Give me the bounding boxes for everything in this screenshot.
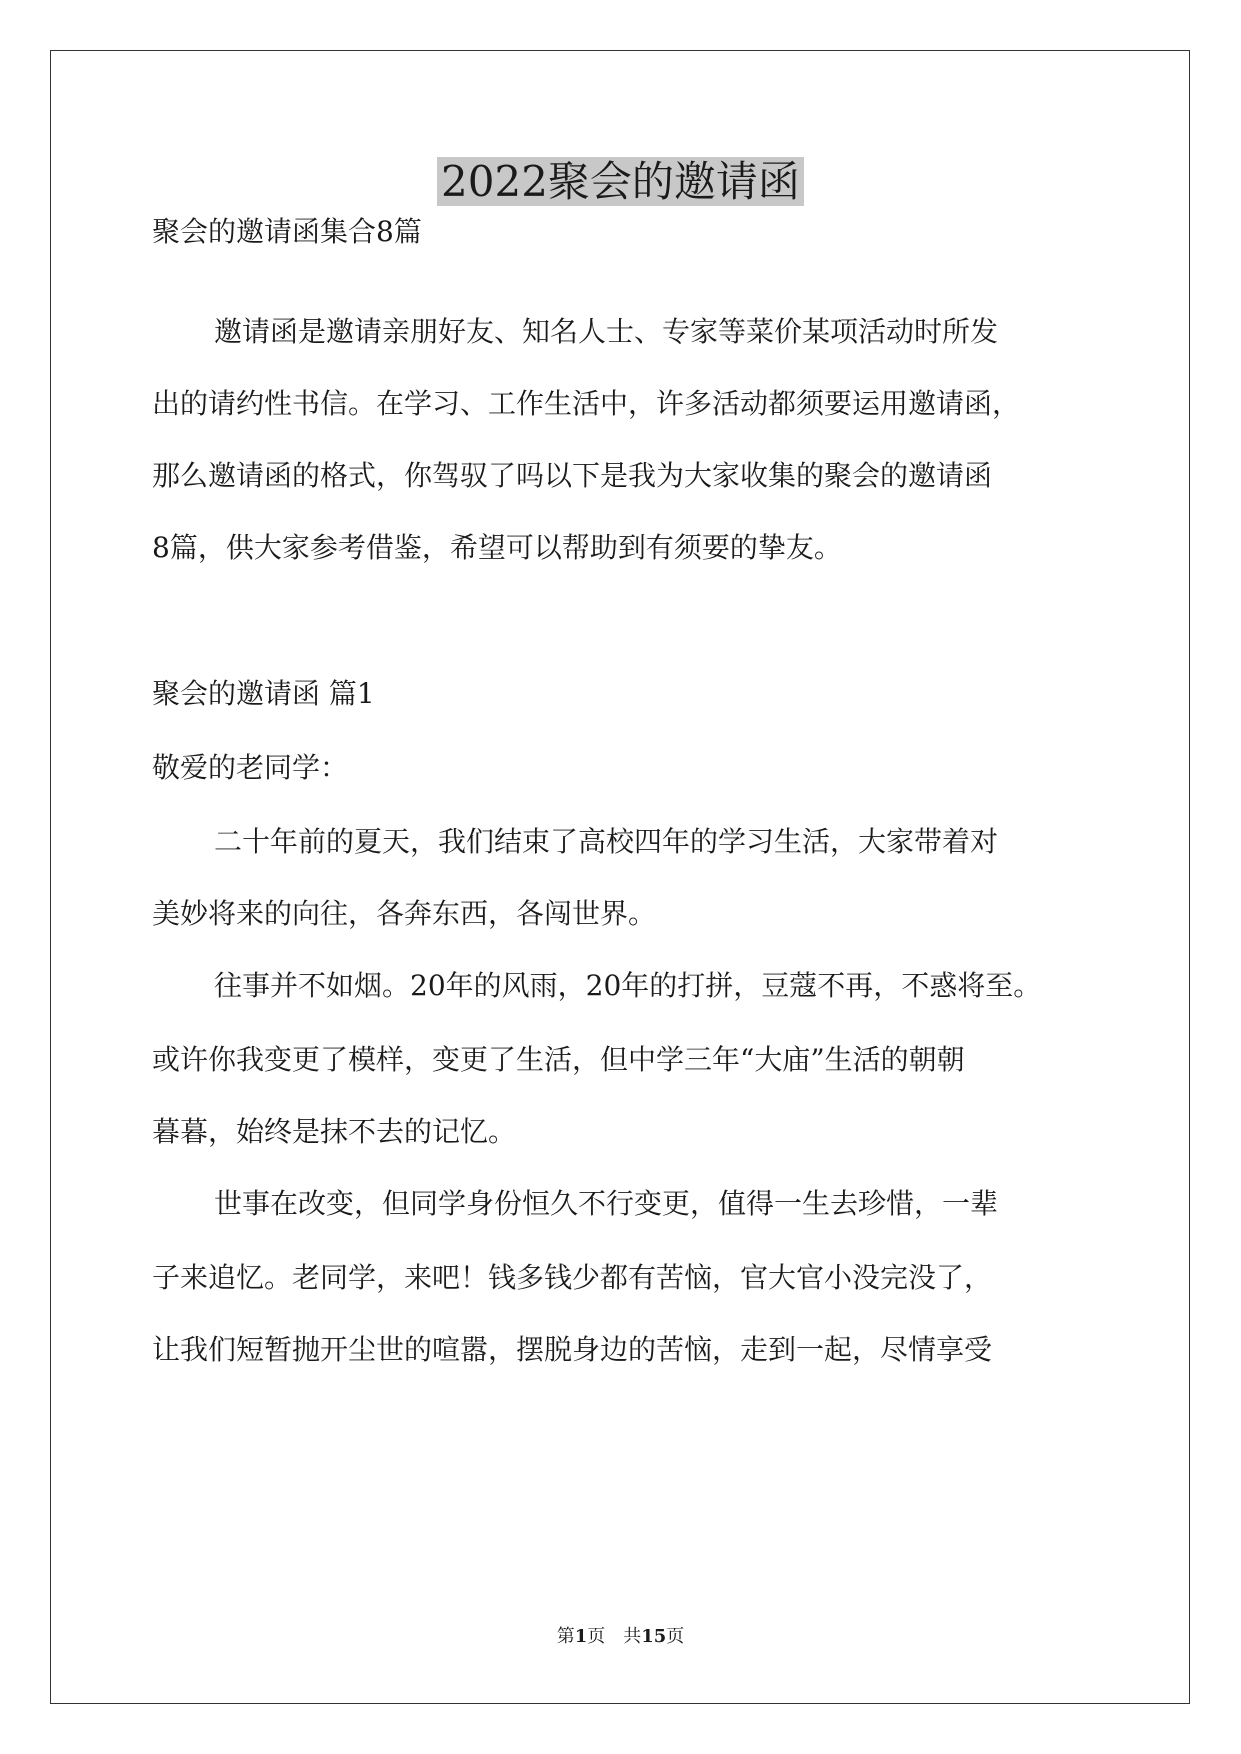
document-title-text: 2022聚会的邀请函: [437, 157, 804, 206]
paragraph1-line-2: 美妙将来的向往，各奔东西，各闯世界。: [152, 897, 657, 930]
page-border: [50, 50, 1190, 1704]
footer-current-page: 1: [574, 1626, 588, 1647]
intro-line-2: 出的请约性书信。在学习、工作生活中，许多活动都须要运用邀请函，: [152, 387, 1021, 420]
paragraph3-line-1: 世事在改变，但同学身份恒久不行变更，值得一生去珍惜，一辈: [214, 1187, 999, 1220]
paragraph2-line-2: 或许你我变更了模样，变更了生活，但中学三年“大庙”生活的朝朝: [152, 1043, 965, 1076]
paragraph3-line-3: 让我们短暂抛开尘世的喧嚣，摆脱身边的苦恼，走到一起，尽情享受: [152, 1333, 993, 1366]
footer-suffix: 页: [666, 1626, 685, 1647]
paragraph2-line-1: 往事并不如烟。20年的风雨，20年的打拼，豆蔻不再，不惑将至。: [214, 969, 1042, 1002]
document-title: [0, 152, 1241, 212]
paragraph3-line-2: 子来追忆。老同学，来吧！钱多钱少都有苦恼，官大官小没完没了，: [152, 1261, 993, 1294]
paragraph1-line-1: 二十年前的夏天，我们结束了高校四年的学习生活，大家带着对: [214, 825, 999, 858]
subtitle: 聚会的邀请函集合8篇: [152, 215, 422, 248]
section-heading: 聚会的邀请函 篇1: [152, 677, 375, 710]
intro-line-1: 邀请函是邀请亲朋好友、知名人士、专家等菜价某项活动时所发: [214, 315, 999, 348]
greeting: 敬爱的老同学：: [152, 751, 349, 784]
paragraph2-line-3: 暮暮，始终是抹不去的记忆。: [152, 1115, 517, 1148]
page-footer: [0, 1624, 1241, 1650]
footer-mid: 页 共: [587, 1626, 642, 1647]
footer-prefix: 第: [556, 1626, 575, 1647]
footer-total-pages: 15: [641, 1626, 667, 1647]
intro-line-4: 8篇，供大家参考借鉴，希望可以帮助到有须要的挚友。: [152, 531, 842, 564]
intro-line-3: 那么邀请函的格式，你驾驭了吗以下是我为大家收集的聚会的邀请函: [152, 459, 993, 492]
